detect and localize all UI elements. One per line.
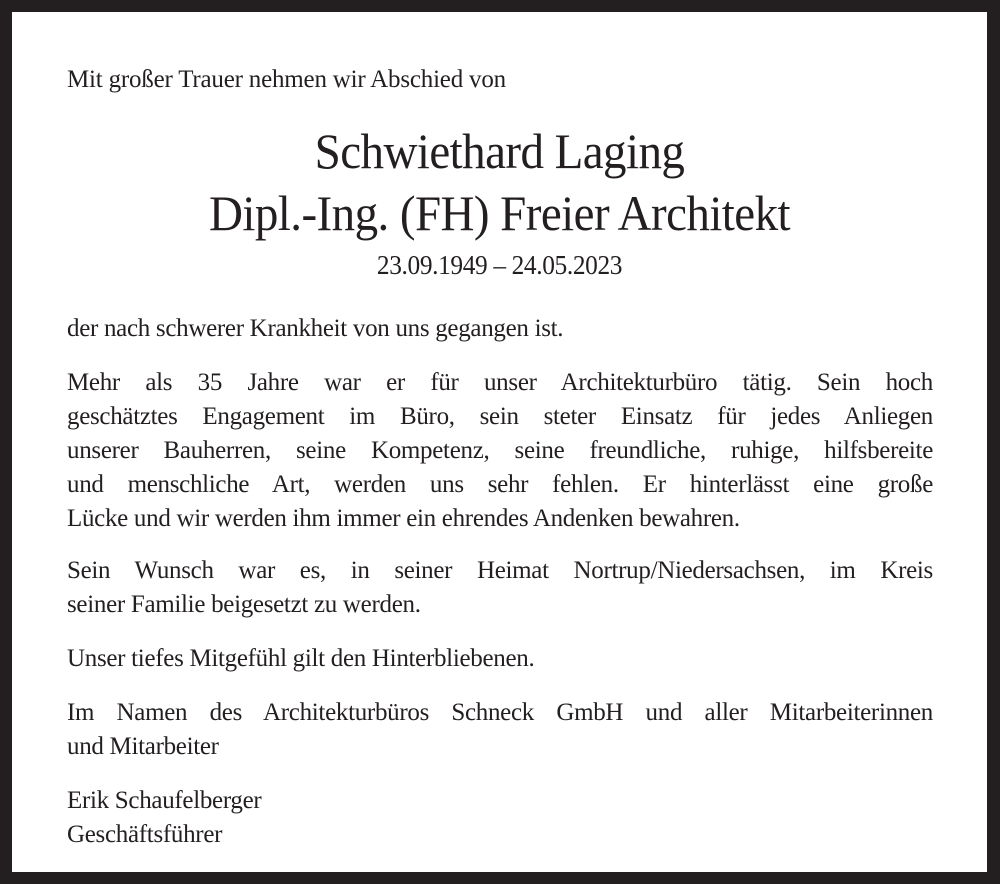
text-line: der nach schwerer Krankheit von uns gegangen ist. <box>67 315 564 342</box>
paragraph-on-behalf <box>67 696 933 764</box>
text-line: und Mitarbeiter <box>67 733 219 760</box>
text-line: Im Namen des Architekturbüros Schneck GmbH und aller Mitarbeiterinnen <box>67 699 933 726</box>
paragraph-illness <box>67 312 933 346</box>
text-line: unserer Bauherren, seine Kompetenz, seine freundliche, ruhige, hilfsbereite <box>67 437 933 464</box>
paragraph-burial-wish <box>67 554 933 622</box>
signatory-name: Erik Schaufelberger <box>67 787 262 814</box>
obituary-notice <box>12 12 987 872</box>
text-line: Mehr als 35 Jahre war er für unser Architekturbüro tätig. Sein hoch <box>67 369 933 396</box>
signature-block <box>67 784 933 852</box>
signatory-role: Geschäftsführer <box>67 821 223 848</box>
deceased-title: Dipl.-Ing. (FH) Freier Architekt <box>208 185 791 241</box>
text-line: Lücke und wir werden ihm immer ein ehrendes Andenken bewahren. <box>67 505 740 532</box>
text-line: Sein Wunsch war es, in seiner Heimat Nortrup/Niedersachsen, im Kreis <box>67 557 933 584</box>
paragraph-tribute <box>67 366 933 536</box>
text-line: geschätztes Engagement im Büro, sein steter Einsatz für jedes Anliegen <box>67 403 933 430</box>
intro-text: Mit großer Trauer nehmen wir Abschied von <box>67 66 506 93</box>
text-line: Unser tiefes Mitgefühl gilt den Hinterbliebenen. <box>67 645 535 672</box>
text-line: seiner Familie beigesetzt zu werden. <box>67 591 421 618</box>
deceased-name: Schwiethard Laging <box>314 123 685 179</box>
text-line: und menschliche Art, werden uns sehr fehlen. Er hinterlässt eine große <box>67 471 933 498</box>
life-dates: 23.09.1949 – 24.05.2023 <box>376 250 623 280</box>
paragraph-condolence <box>67 642 933 676</box>
